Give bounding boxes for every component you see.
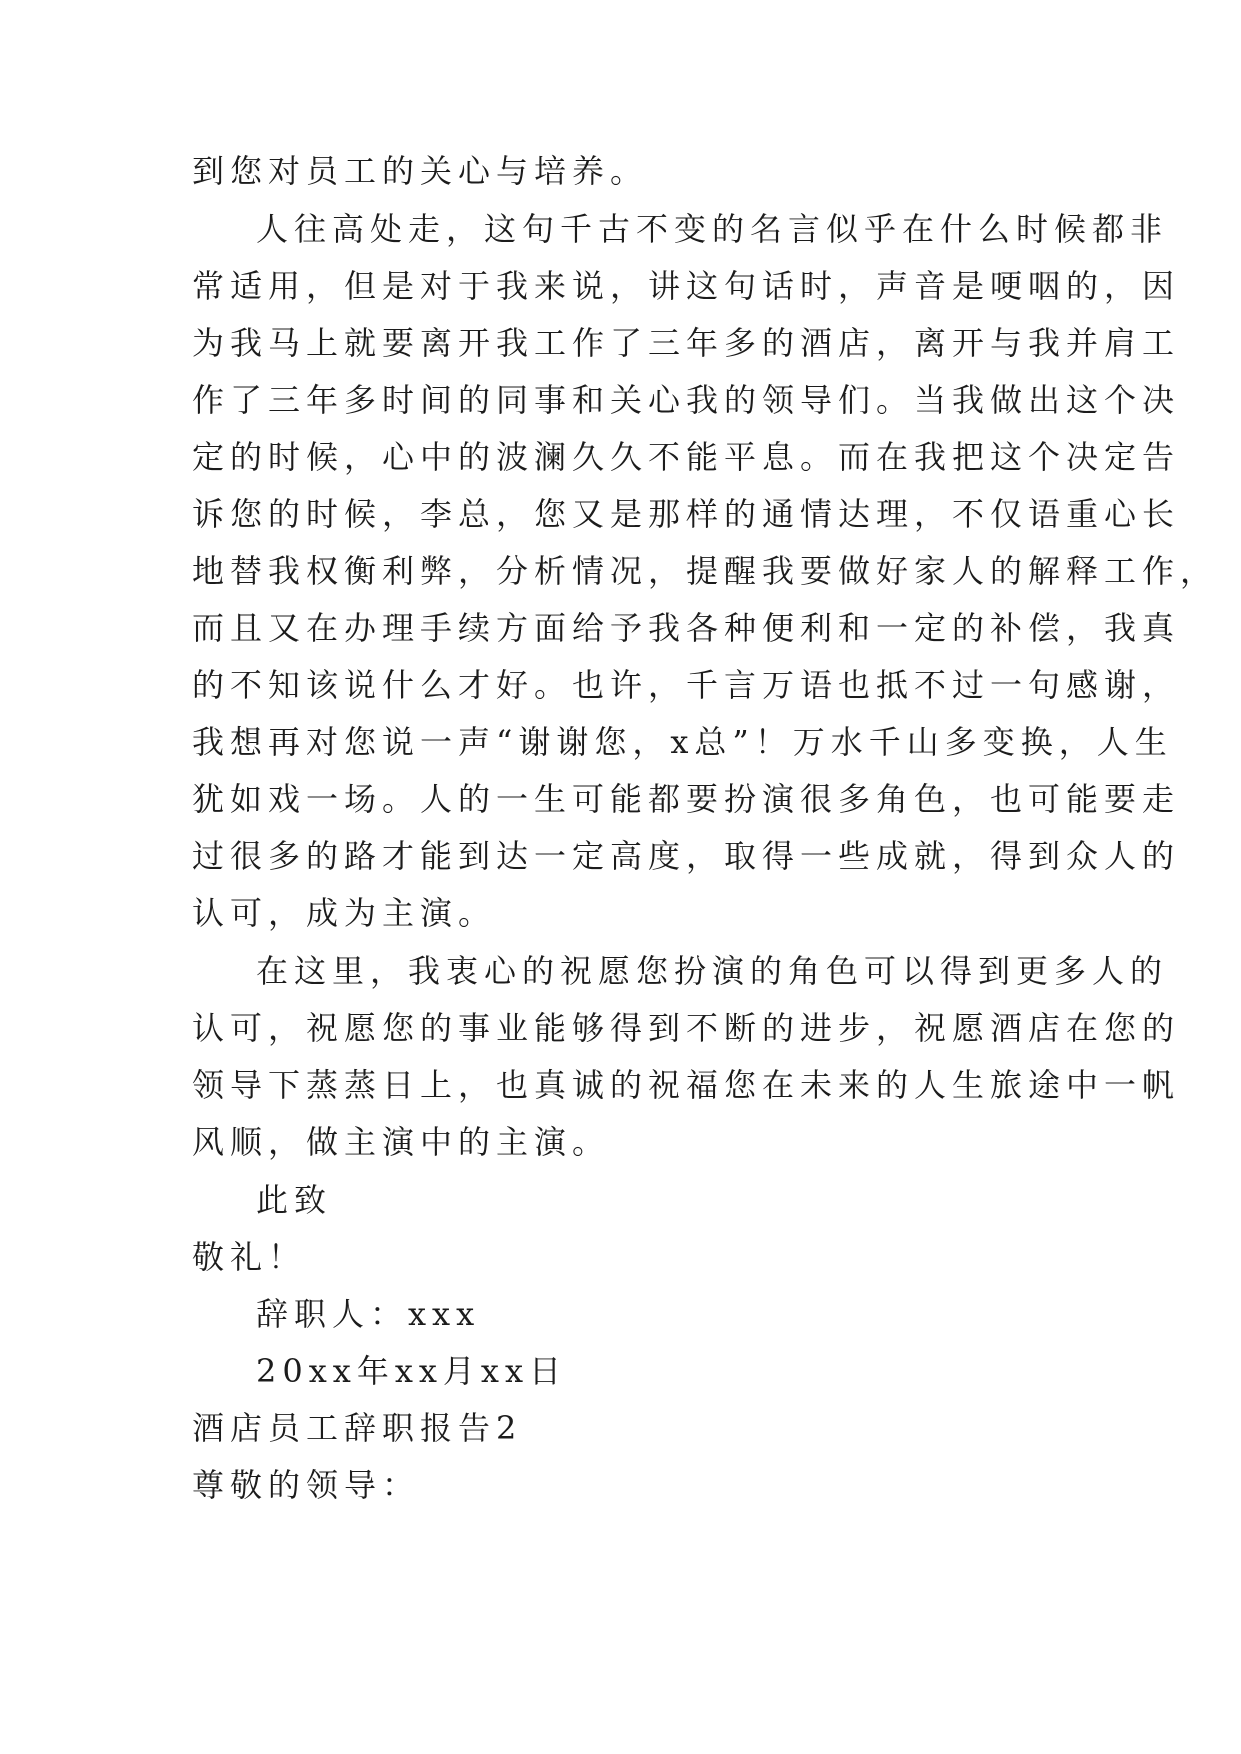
text-line: 诉您的时候，李总，您又是那样的通情达理，不仅语重心长 (192, 495, 1181, 533)
text-line: 认可，祝愿您的事业能够得到不断的进步，祝愿酒店在您的 (192, 1009, 1181, 1047)
text-line: 领导下蒸蒸日上，也真诚的祝福您在未来的人生旅途中一帆 (192, 1066, 1181, 1104)
text-line: 犹如戏一场。人的一生可能都要扮演很多角色，也可能要走 (192, 780, 1181, 818)
salutation: 敬礼！ (192, 1238, 307, 1276)
date: 20xx年xx月xx日 (256, 1352, 568, 1390)
text-line: 常适用，但是对于我来说，讲这句话时，声音是哽咽的，因 (192, 267, 1181, 305)
section-title: 酒店员工辞职报告2 (192, 1409, 523, 1447)
text-line: 地替我权衡利弊，分析情况，提醒我要做好家人的解释工作， (192, 552, 1219, 590)
text-line: 作了三年多时间的同事和关心我的领导们。当我做出这个决 (192, 381, 1181, 419)
text-line: 的不知该说什么才好。也许，千言万语也抵不过一句感谢， (192, 666, 1181, 704)
text-line: 人往高处走，这句千古不变的名言似乎在什么时候都非 (256, 210, 1169, 248)
text-line: 到您对员工的关心与培养。 (192, 152, 649, 190)
text-line: 为我马上就要离开我工作了三年多的酒店，离开与我并肩工 (192, 324, 1181, 362)
text-line: 风顺，做主演中的主演。 (192, 1123, 611, 1161)
text-line: 而且又在办理手续方面给予我各种便利和一定的补偿，我真 (192, 609, 1181, 647)
text-line: 认可，成为主演。 (192, 894, 497, 932)
greeting: 尊敬的领导： (192, 1466, 421, 1504)
signature: 辞职人：xxx (256, 1295, 481, 1333)
closing-text: 此致 (256, 1181, 333, 1219)
text-line: 我想再对您说一声“谢谢您，x总”！万水千山多变换，人生 (192, 723, 1173, 761)
text-line: 过很多的路才能到达一定高度，取得一些成就，得到众人的 (192, 837, 1181, 875)
text-line: 在这里，我衷心的祝愿您扮演的角色可以得到更多人的 (256, 952, 1169, 990)
text-line: 定的时候，心中的波澜久久不能平息。而在我把这个决定告 (192, 438, 1181, 476)
